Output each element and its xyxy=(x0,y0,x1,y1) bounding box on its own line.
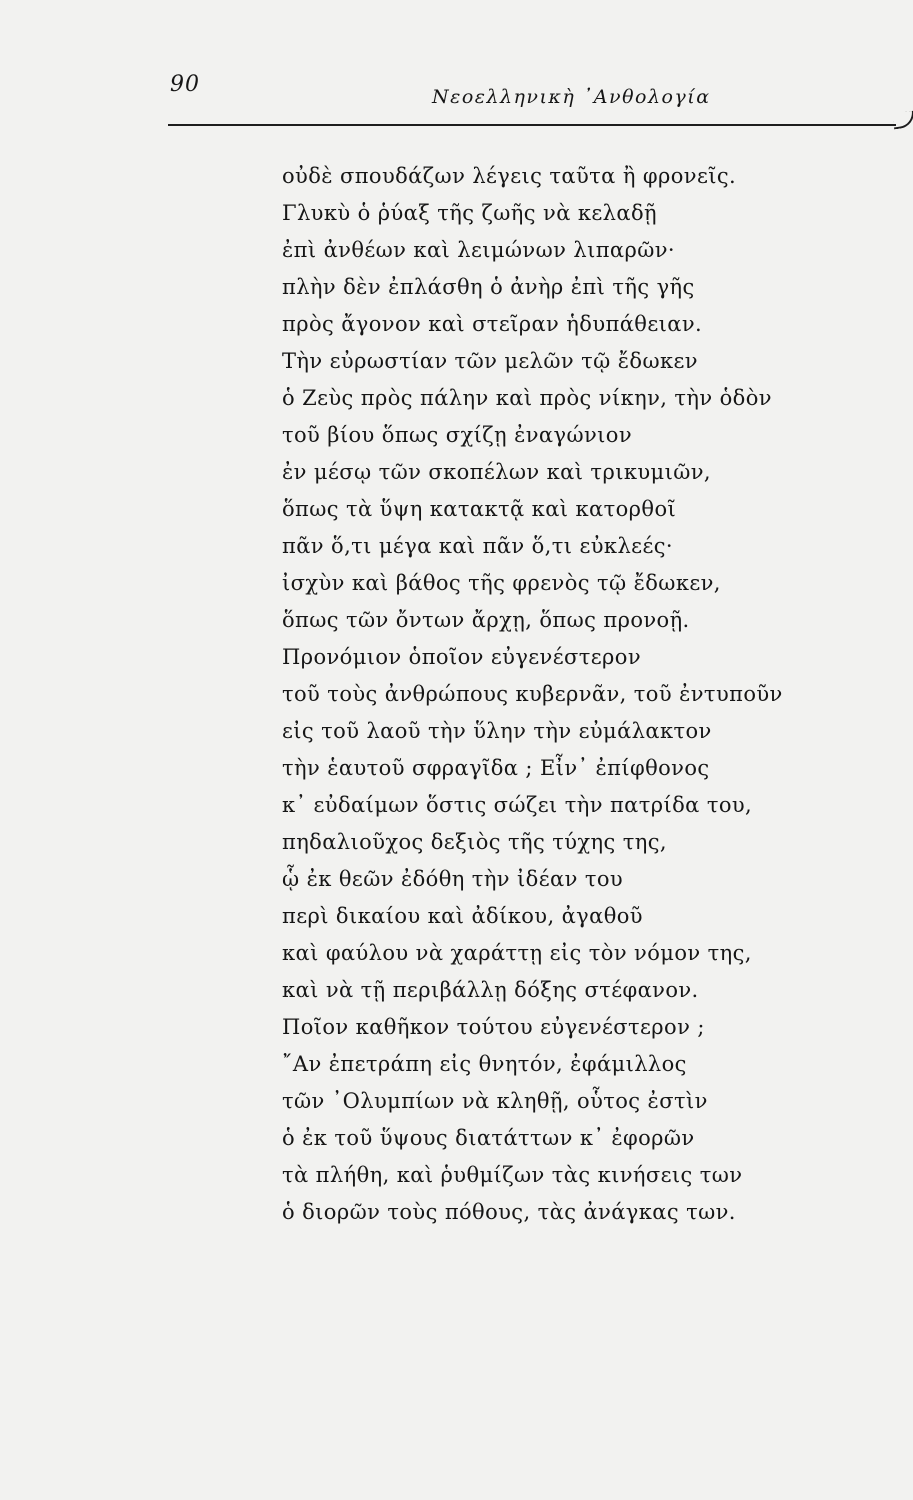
poem-line: ὅπως τὰ ὕψη κατακτᾷ καὶ κατορθοῖ xyxy=(282,497,677,521)
poem-line: ὁ ἐκ τοῦ ὕψους διατάττων κ᾿ ἐφορῶν xyxy=(282,1126,695,1150)
poem-line: ὅπως τῶν ὄντων ἄρχῃ, ὅπως προνοῇ. xyxy=(282,608,690,632)
poem-line: πρὸς ἄγονον καὶ στεῖραν ἡδυπάθειαν. xyxy=(282,312,703,336)
poem-line: καὶ φαύλου νὰ χαράττῃ εἰς τὸν νόμον της, xyxy=(282,941,752,965)
poem-line: τοῦ βίου ὅπως σχίζῃ ἐναγώνιον xyxy=(282,423,632,447)
page-number: 90 xyxy=(170,72,200,97)
poem-line: ῎Αν ἐπετράπη εἰς θνητόν, ἐφάμιλλος xyxy=(282,1052,687,1076)
poem-line: τῶν ᾿Ολυμπίων νὰ κληθῇ, οὗτος ἐστὶν xyxy=(282,1089,708,1113)
poem-line: οὐδὲ σπουδάζων λέγεις ταῦτα ἢ φρονεῖς. xyxy=(282,164,737,188)
poem-line: πηδαλιοῦχος δεξιὸς τῆς τύχης της, xyxy=(282,830,667,854)
poem-line: καὶ νὰ τῇ περιβάλλῃ δόξης στέφανον. xyxy=(282,978,699,1002)
poem-line: τὴν ἑαυτοῦ σφραγῖδα ; Εἶν᾿ ἐπίφθονος xyxy=(282,756,710,780)
header-rule xyxy=(168,124,896,126)
poem-line: Προνόμιον ὁποῖον εὐγενέστερον xyxy=(282,645,641,669)
poem-line: ὁ διορῶν τοὺς πόθους, τὰς ἀνάγκας των. xyxy=(282,1200,736,1224)
poem-line: περὶ δικαίου καὶ ἀδίκου, ἀγαθοῦ xyxy=(282,904,643,928)
poem-line: ἐν μέσῳ τῶν σκοπέλων καὶ τρικυμιῶν, xyxy=(282,460,711,484)
poem-line: πᾶν ὅ,τι μέγα καὶ πᾶν ὅ,τι εὐκλεές· xyxy=(282,534,673,558)
poem-line: εἰς τοῦ λαοῦ τὴν ὕλην τὴν εὐμάλακτον xyxy=(282,719,712,743)
running-title: Νεοελληνικὴ ᾿Ανθολογία xyxy=(432,86,711,108)
poem-line: τὰ πλήθη, καὶ ῥυθμίζων τὰς κινήσεις των xyxy=(282,1163,743,1187)
header-rule-flourish xyxy=(892,111,913,130)
poem-line: τοῦ τοὺς ἀνθρώπους κυβερνᾶν, τοῦ ἐντυποῦν xyxy=(282,682,783,706)
poem-line: Τὴν εὐρωστίαν τῶν μελῶν τῷ ἔδωκεν xyxy=(282,349,698,373)
poem-line: κ᾿ εὐδαίμων ὅστις σώζει τὴν πατρίδα του, xyxy=(282,793,753,817)
poem-line: ᾧ ἐκ θεῶν ἐδόθη τὴν ἰδέαν του xyxy=(282,867,624,891)
poem-line: Γλυκὺ ὁ ῥύαξ τῆς ζωῆς νὰ κελαδῇ xyxy=(282,201,657,225)
poem-line: ἰσχὺν καὶ βάθος τῆς φρενὸς τῷ ἔδωκεν, xyxy=(282,571,721,595)
poem-line: ὁ Ζεὺς πρὸς πάλην καὶ πρὸς νίκην, τὴν ὁδὸν xyxy=(282,386,772,410)
poem-line: πλὴν δὲν ἐπλάσθη ὁ ἀνὴρ ἐπὶ τῆς γῆς xyxy=(282,275,695,299)
poem-line: ἐπὶ ἀνθέων καὶ λειμώνων λιπαρῶν· xyxy=(282,238,675,262)
poem-line: Ποῖον καθῆκον τούτου εὐγενέστερον ; xyxy=(282,1015,705,1039)
poem-text xyxy=(282,158,783,1231)
